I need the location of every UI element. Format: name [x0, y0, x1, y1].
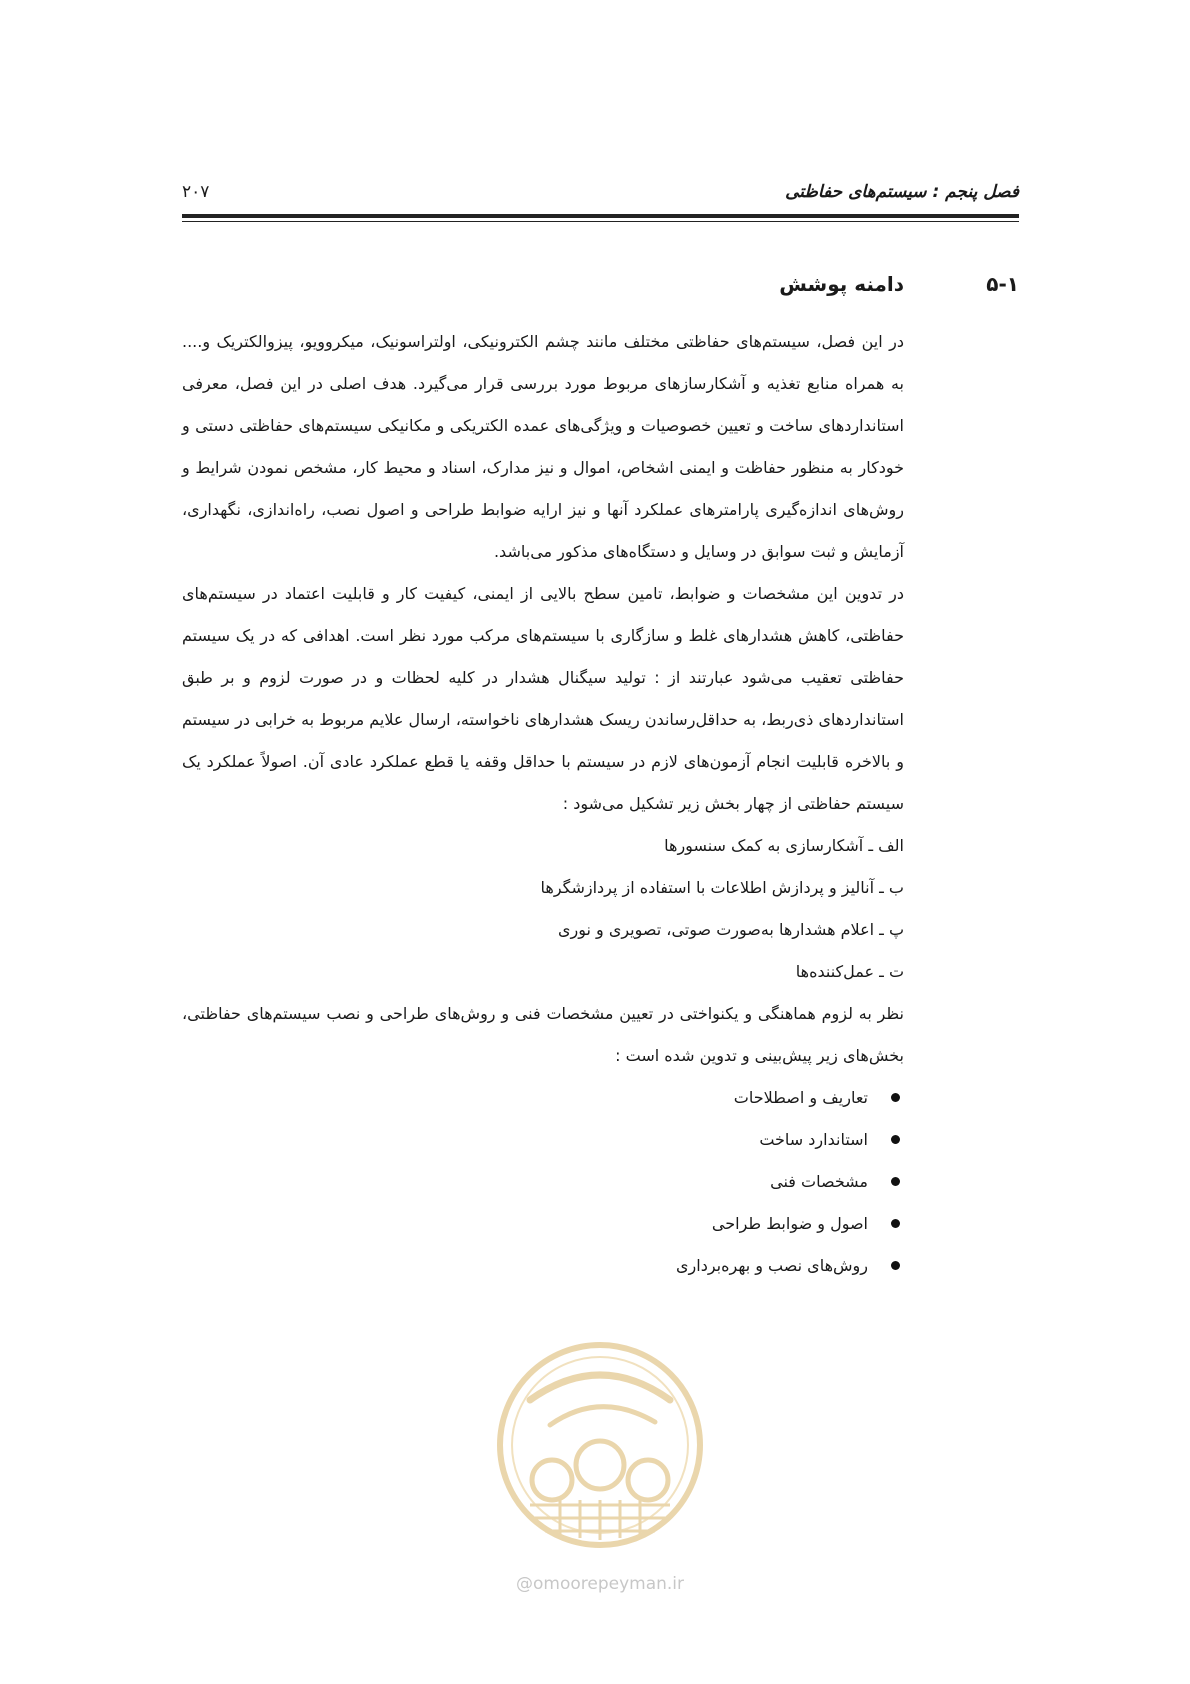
section-heading: [182, 272, 1019, 302]
bullet-item: [182, 1203, 904, 1245]
part-item: ب ـ آنالیز و پردازش اطلاعات با استفاده از پردازشگرها: [540, 878, 904, 897]
body-text: [182, 321, 904, 1287]
bullet-item: [182, 1161, 904, 1203]
header-rule-thick: [182, 214, 1019, 218]
bullet-icon: [891, 1177, 900, 1186]
bullet-item: [182, 1077, 904, 1119]
header-rule-thin: [182, 221, 1019, 222]
watermark-caption: @omoorepeyman.ir: [515, 1574, 685, 1594]
bullet-label: استاندارد ساخت: [759, 1130, 868, 1149]
sections-bullet-list: [182, 1077, 904, 1287]
paragraph-sections: نظر به لزوم هماهنگی و یکنواختی در تعیین مشخصات فنی و روش‌های طراحی و نصب سیستم‌های حفاظتی، بخش‌های زیر پیش‌بینی و تدوین شده است :: [182, 1004, 904, 1065]
part-item: پ ـ اعلام هشدارها به‌صورت صوتی، تصویری و نوری: [557, 920, 904, 939]
page-number: ۲۰۷: [182, 182, 210, 202]
bullet-label: تعاریف و اصطلاحات: [733, 1088, 868, 1107]
paragraph-scope: در این فصل، سیستم‌های حفاظتی مختلف مانند چشم الکترونیکی، اولتراسونیک، میکروویو، پیزوالکتریک و.... به همراه منابع تغذیه و آشکارسازهای مربوط مورد بررسی قرار می‌گیرد. هدف اصلی در این فصل، معرفی استانداردهای ساخت و تعیین خصوصیات و ویژگی‌های عمده الکتریکی و مکانیکی سیستم‌های حفاظتی دستی و خودکار به منظور حفاظت و ایمنی اشخاص، اموال و نیز مدارک، اسناد و محیط کار، مشخص نمودن شرایط و روش‌های اندازه‌گیری پارامترهای عملکرد آنها و نیز ارایه ضوابط طراحی و اصول نصب، راه‌اندازی، نگهداری، آزمایش و ثبت سوابق در وسایل و دستگاه‌های مذکور می‌باشد.: [182, 332, 904, 561]
part-item: الف ـ آشکارسازی به کمک سنسورها: [664, 836, 904, 855]
bullet-icon: [891, 1135, 900, 1144]
section-number: ۵-۱: [986, 272, 1019, 296]
paragraph-objectives: در تدوین این مشخصات و ضوابط، تامین سطح بالایی از ایمنی، کیفیت کار و قابلیت اعتماد در سیستم‌های حفاظتی، کاهش هشدارهای غلط و سازگاری با سیستم‌های مرکب مورد نظر است. اهدافی که در یک سیستم حفاظتی تعقیب می‌شود عبارتند از : تولید سیگنال هشدار در کلیه لحظات و در صورت لزوم و بر طبق استانداردهای ذی‌ربط، به حداقل‌رساندن ریسک هشدارهای ناخواسته، ارسال علایم مربوط به خرابی در سیستم و بالاخره قابلیت انجام آزمون‌های لازم در سیستم با حداقل وقفه یا قطع عملکرد عادی آن. اصولاً عملکرد یک سیستم حفاظتی از چهار بخش زیر تشکیل می‌شود :: [182, 584, 904, 813]
bullet-label: مشخصات فنی: [770, 1172, 868, 1191]
section-title: دامنه پوشش: [779, 272, 904, 296]
bullet-label: روش‌های نصب و بهره‌برداری: [676, 1256, 868, 1275]
bullet-icon: [891, 1219, 900, 1228]
part-item: ت ـ عمل‌کننده‌ها: [795, 962, 904, 981]
watermark-logo-icon: [490, 1330, 710, 1570]
watermark: [490, 1330, 710, 1620]
page-header: [182, 182, 1019, 208]
bullet-item: [182, 1119, 904, 1161]
running-title: فصل پنجم : سیستم‌های حفاظتی: [785, 182, 1019, 202]
bullet-icon: [891, 1261, 900, 1270]
bullet-item: [182, 1245, 904, 1287]
bullet-icon: [891, 1093, 900, 1102]
bullet-label: اصول و ضوابط طراحی: [711, 1214, 868, 1233]
